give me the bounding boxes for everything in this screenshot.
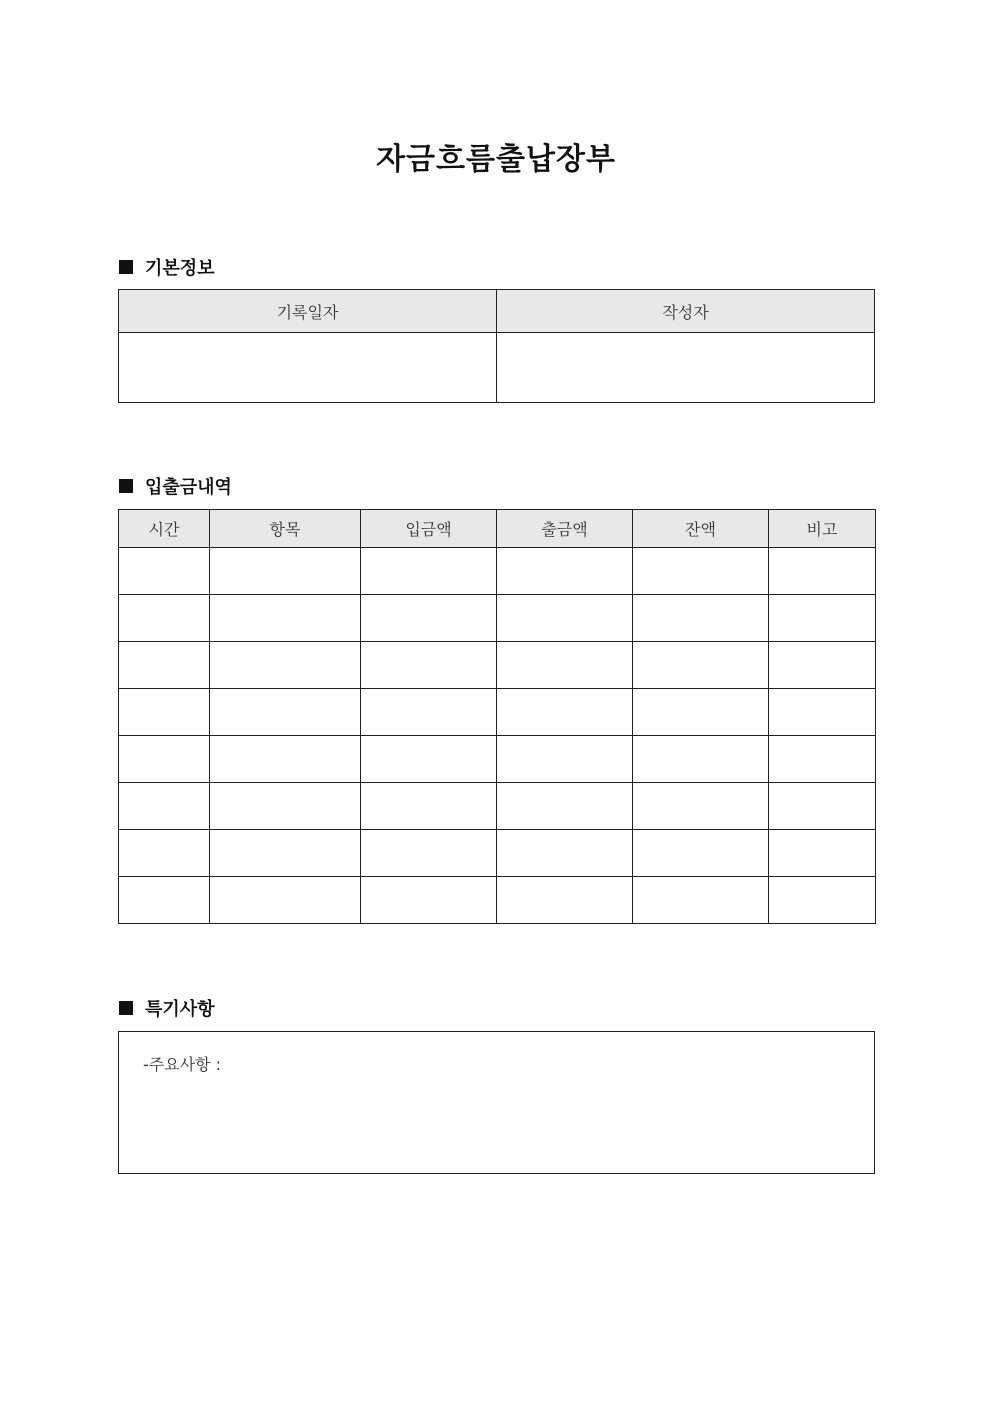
table-row [119, 736, 876, 783]
header-balance: 잔액 [633, 510, 769, 548]
time-cell[interactable] [119, 548, 210, 595]
remarks-cell[interactable] [769, 595, 876, 642]
transactions-table [118, 509, 876, 924]
header-withdrawal: 출금액 [497, 510, 633, 548]
header-remarks: 비고 [769, 510, 876, 548]
time-cell[interactable] [119, 877, 210, 924]
square-bullet-icon [119, 260, 133, 274]
table-row [119, 783, 876, 830]
withdrawal-cell[interactable] [497, 548, 633, 595]
balance-cell[interactable] [633, 877, 769, 924]
time-cell[interactable] [119, 830, 210, 877]
deposit-cell[interactable] [361, 877, 497, 924]
time-cell[interactable] [119, 595, 210, 642]
section-heading: 기본정보 [145, 258, 215, 279]
header-time: 시간 [119, 510, 210, 548]
remarks-cell[interactable] [769, 877, 876, 924]
balance-cell[interactable] [633, 783, 769, 830]
withdrawal-cell[interactable] [497, 877, 633, 924]
header-record-date: 기록일자 [119, 290, 497, 333]
notes-box[interactable] [118, 1031, 875, 1174]
section-heading: 특기사항 [145, 999, 215, 1020]
item-cell[interactable] [210, 595, 361, 642]
item-cell[interactable] [210, 830, 361, 877]
deposit-cell[interactable] [361, 736, 497, 783]
withdrawal-cell[interactable] [497, 642, 633, 689]
time-cell[interactable] [119, 689, 210, 736]
balance-cell[interactable] [633, 689, 769, 736]
item-cell[interactable] [210, 642, 361, 689]
balance-cell[interactable] [633, 595, 769, 642]
withdrawal-cell[interactable] [497, 595, 633, 642]
remarks-cell[interactable] [769, 642, 876, 689]
section-basic-info [119, 254, 215, 280]
table-row [119, 689, 876, 736]
header-author: 작성자 [497, 290, 875, 333]
withdrawal-cell[interactable] [497, 689, 633, 736]
basic-info-table [118, 289, 875, 403]
table-row [119, 642, 876, 689]
balance-cell[interactable] [633, 830, 769, 877]
author-cell[interactable] [497, 333, 875, 403]
item-cell[interactable] [210, 689, 361, 736]
remarks-cell[interactable] [769, 736, 876, 783]
time-cell[interactable] [119, 642, 210, 689]
item-cell[interactable] [210, 548, 361, 595]
remarks-cell[interactable] [769, 830, 876, 877]
remarks-cell[interactable] [769, 689, 876, 736]
notes-label: -주요사항 : [143, 1055, 222, 1074]
balance-cell[interactable] [633, 548, 769, 595]
section-transactions [119, 473, 232, 499]
page-title: 자금흐름출납장부 [376, 142, 616, 177]
time-cell[interactable] [119, 736, 210, 783]
item-cell[interactable] [210, 877, 361, 924]
table-row [119, 830, 876, 877]
time-cell[interactable] [119, 783, 210, 830]
deposit-cell[interactable] [361, 689, 497, 736]
item-cell[interactable] [210, 783, 361, 830]
square-bullet-icon [119, 479, 133, 493]
withdrawal-cell[interactable] [497, 783, 633, 830]
record-date-cell[interactable] [119, 333, 497, 403]
table-row [119, 595, 876, 642]
withdrawal-cell[interactable] [497, 830, 633, 877]
deposit-cell[interactable] [361, 595, 497, 642]
deposit-cell[interactable] [361, 548, 497, 595]
withdrawal-cell[interactable] [497, 736, 633, 783]
section-notes [119, 995, 215, 1021]
item-cell[interactable] [210, 736, 361, 783]
square-bullet-icon [119, 1001, 133, 1015]
table-row [119, 548, 876, 595]
balance-cell[interactable] [633, 736, 769, 783]
header-item: 항목 [210, 510, 361, 548]
balance-cell[interactable] [633, 642, 769, 689]
table-row [119, 877, 876, 924]
remarks-cell[interactable] [769, 548, 876, 595]
remarks-cell[interactable] [769, 783, 876, 830]
deposit-cell[interactable] [361, 830, 497, 877]
deposit-cell[interactable] [361, 783, 497, 830]
section-heading: 입출금내역 [145, 477, 232, 498]
header-deposit: 입금액 [361, 510, 497, 548]
deposit-cell[interactable] [361, 642, 497, 689]
